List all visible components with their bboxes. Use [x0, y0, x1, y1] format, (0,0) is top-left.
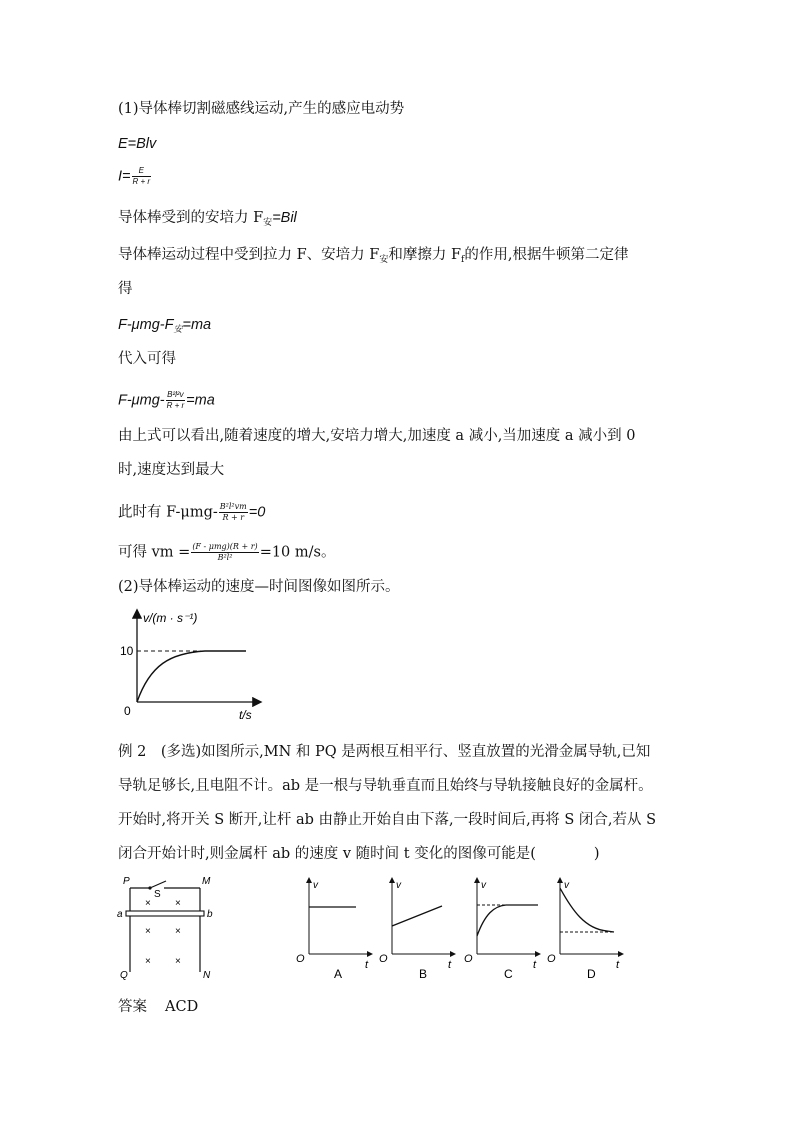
- option-b-label: B: [419, 967, 428, 981]
- label-s: S: [154, 889, 161, 900]
- svg-text:O: O: [379, 953, 388, 965]
- newton-eq-sub: 安: [173, 324, 183, 334]
- max-den: R + r: [222, 513, 245, 522]
- result-prefix: 可得 vm =: [118, 544, 191, 561]
- svg-text:×: ×: [175, 926, 181, 937]
- max-prefix: 此时有 F-μmg-: [118, 504, 218, 521]
- ampere-equation: =Bil: [272, 210, 297, 226]
- option-d-graph: [547, 878, 623, 981]
- sub-eq-rhs: =ma: [186, 392, 215, 409]
- forces-text-a: 导体棒运动过程中受到拉力 F、安培力 F: [118, 247, 380, 263]
- answer-value: ACD: [165, 999, 199, 1015]
- t-axis-label: t/s: [239, 708, 252, 722]
- svg-text:O: O: [547, 953, 556, 965]
- result-rhs: =10 m/s。: [259, 544, 336, 561]
- example-line-2: 导轨足够长,且电阻不计。ab 是一根与导轨垂直而且始终与导轨接触良好的金属杆。: [118, 778, 653, 794]
- label-n: N: [203, 970, 211, 981]
- analysis-line-1: 由上式可以看出,随着速度的增大,安培力增大,加速度 a 减小,当加速度 a 减小到 0: [118, 428, 636, 444]
- y-tick-10: 10: [120, 644, 134, 658]
- svg-text:O: O: [296, 953, 305, 965]
- sub-eq-den: R + r: [166, 401, 185, 410]
- result-fraction: [191, 542, 258, 563]
- label-b: b: [207, 909, 213, 920]
- svg-text:t: t: [533, 959, 537, 971]
- label-q: Q: [120, 970, 128, 981]
- current-fraction: [132, 166, 152, 187]
- option-a-graph: [296, 878, 372, 981]
- option-graphs: [292, 874, 632, 984]
- svg-text:v: v: [564, 880, 569, 891]
- svg-text:v: v: [481, 880, 486, 891]
- part2-heading: (2)导体棒运动的速度—时间图像如图所示。: [118, 579, 400, 595]
- option-b-graph: [379, 878, 455, 981]
- forces-text-c: 的作用,根据牛顿第二定律: [464, 247, 629, 263]
- label-p: P: [123, 876, 130, 887]
- max-velocity-equation: [118, 502, 265, 523]
- newton-eq-b: =ma: [182, 317, 212, 333]
- option-d-label: D: [587, 967, 596, 981]
- switch-s: [150, 881, 166, 888]
- sub-eq-fraction: [166, 390, 186, 411]
- forces-continuation: 得: [118, 281, 133, 297]
- ampere-text: 导体棒受到的安培力 F: [118, 210, 264, 226]
- v-axis-label: v/(m · s⁻¹): [143, 611, 198, 625]
- max-rhs: =0: [248, 504, 266, 521]
- svg-text:×: ×: [145, 898, 151, 909]
- svg-text:×: ×: [175, 898, 181, 909]
- part1-heading: (1)导体棒切割磁感线运动,产生的感应电动势: [118, 101, 405, 117]
- option-c-graph: [464, 878, 540, 981]
- newton-eq-a: F-μmg-F: [118, 317, 174, 333]
- sub-eq-lhs: F-μmg-: [118, 392, 165, 409]
- svg-text:v: v: [396, 880, 401, 891]
- answer-label: 答案: [118, 999, 147, 1015]
- sub-eq-num: B²l²v: [167, 390, 184, 399]
- svg-text:×: ×: [145, 956, 151, 967]
- current-lhs: I=: [118, 168, 131, 185]
- example-line-4: 闭合开始计时,则金属杆 ab 的速度 v 随时间 t 变化的图像可能是( ): [118, 846, 600, 862]
- max-fraction: [219, 502, 248, 523]
- rod-ab: [126, 911, 204, 916]
- graph-origin: 0: [124, 704, 131, 718]
- result-num: (F - μmg)(R + r): [192, 542, 258, 551]
- forces-sub-b: f: [461, 255, 465, 265]
- label-m: M: [202, 876, 211, 887]
- svg-text:×: ×: [175, 956, 181, 967]
- current-numerator: E: [132, 166, 152, 177]
- example-line-1: 例 2 (多选)如图所示,MN 和 PQ 是两根互相平行、竖直放置的光滑金属导轨,已知: [118, 744, 651, 760]
- ampere-force-line: [118, 209, 297, 232]
- newton-equation: [118, 316, 211, 338]
- svg-text:t: t: [448, 959, 452, 971]
- forces-text-b: 和摩擦力 F: [388, 247, 462, 263]
- svg-text:t: t: [616, 959, 620, 971]
- svg-text:O: O: [464, 953, 473, 965]
- result-equation: [118, 542, 335, 563]
- velocity-time-graph: [115, 605, 275, 725]
- equation-current: [118, 166, 152, 187]
- forces-sub-a: 安: [379, 255, 389, 265]
- current-denominator: R + r: [132, 177, 151, 186]
- max-num: B²l²vm: [219, 502, 247, 511]
- equation-emf: E=Blv: [118, 136, 157, 152]
- circuit-diagram: [112, 872, 222, 982]
- label-a: a: [117, 909, 123, 920]
- option-c-label: C: [504, 967, 513, 981]
- ampere-subscript: 安: [263, 218, 273, 228]
- svg-text:×: ×: [145, 926, 151, 937]
- option-a-label: A: [334, 967, 343, 981]
- analysis-line-2: 时,速度达到最大: [118, 462, 225, 478]
- substituted-equation: [118, 390, 215, 411]
- velocity-curve: [137, 651, 246, 702]
- answer-line: [118, 998, 198, 1016]
- magnetic-field-crosses: [145, 898, 181, 967]
- substitute-text: 代入可得: [118, 351, 176, 367]
- result-den: B²l²: [217, 553, 233, 562]
- forces-line: [118, 246, 628, 269]
- example-line-3: 开始时,将开关 S 断开,让杆 ab 由静止开始自由下落,一段时间后,再将 S 闭合,若从 S: [118, 812, 657, 828]
- svg-text:t: t: [365, 959, 369, 971]
- svg-text:v: v: [313, 880, 318, 891]
